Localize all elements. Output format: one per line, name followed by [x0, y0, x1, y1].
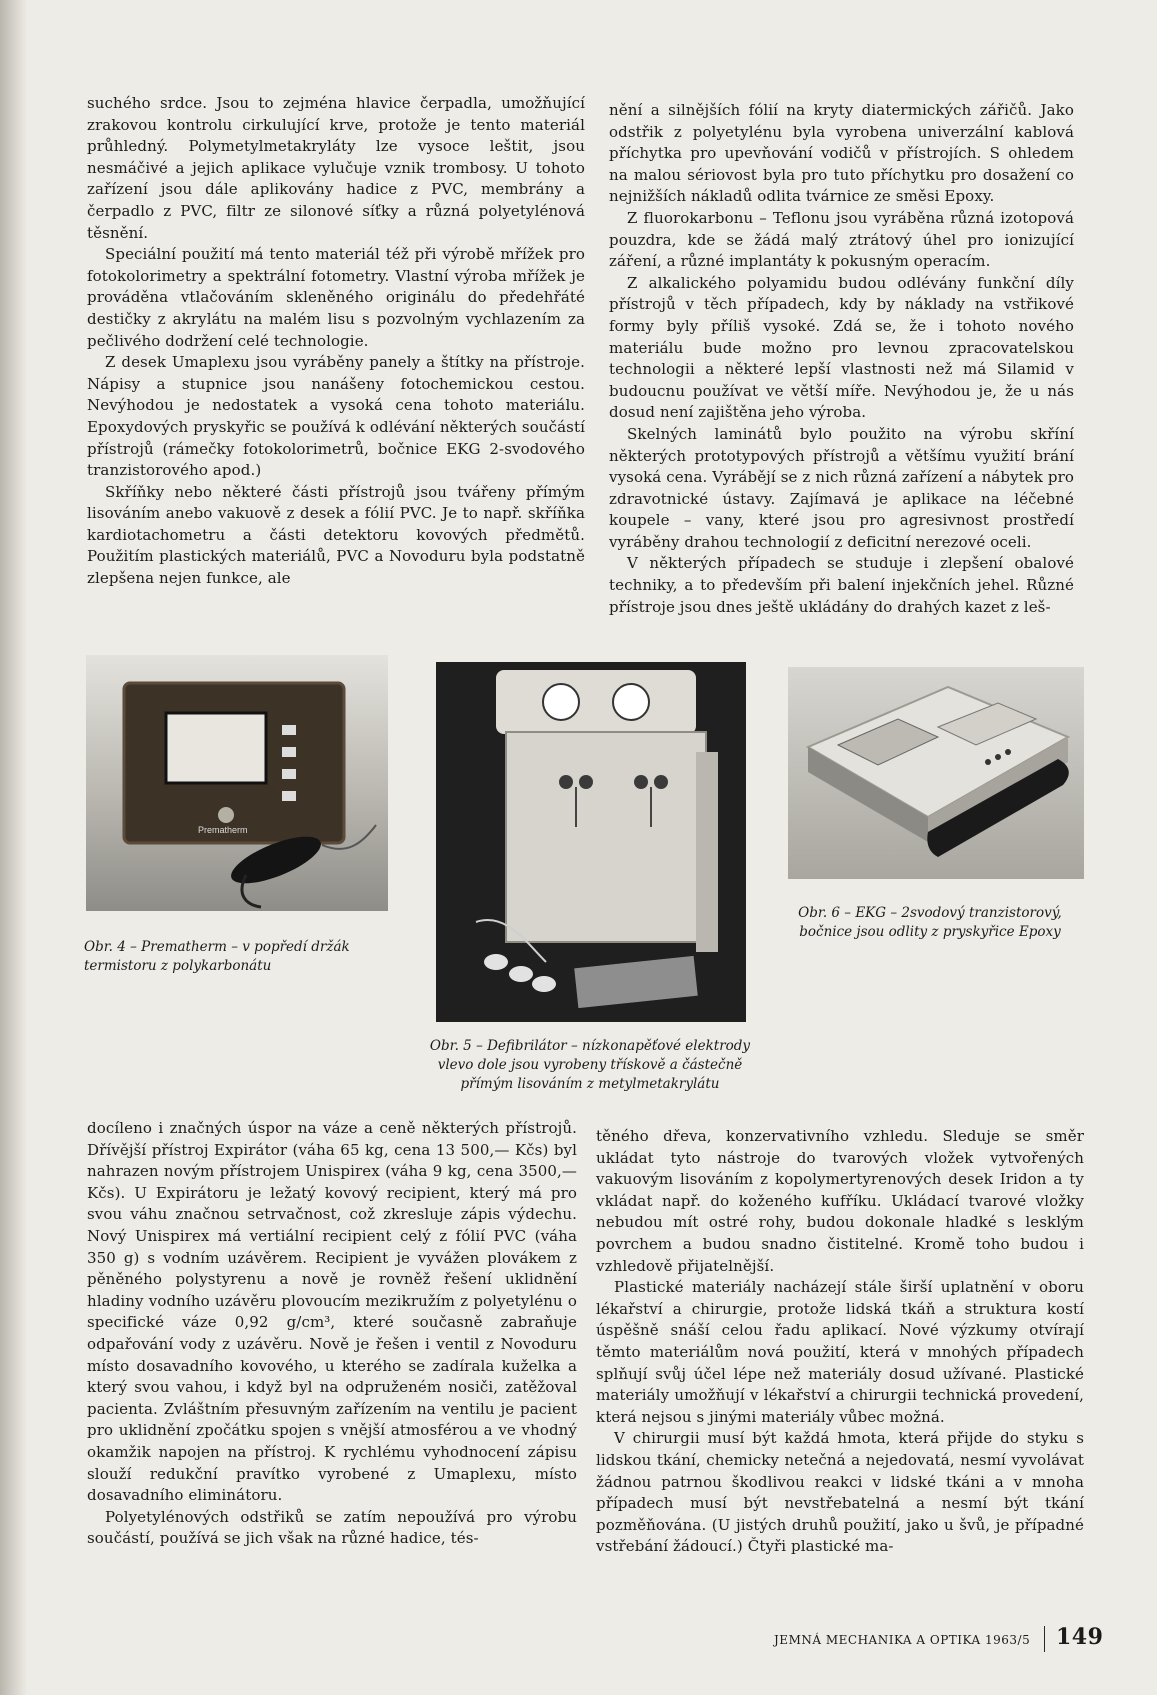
figure-6-photo	[788, 667, 1084, 879]
paragraph: Speciální použití má tento materiál též při výrobě mřížek pro fotokolorimetry a spektrální fotometry. Vlastní výroba mřížek je prováděna vtlačováním skleněného originálu do předehřáté destičky z akrylátu na malém lisu s pozvolným vychlazením za pečlivého dodržení celé technologie.	[87, 245, 585, 350]
figure-5-caption: Obr. 5 – Defibrilátor – nízkonapěťové elektrody vlevo dole jsou vyrobeny třískově a částečně přímým lisováním z metylmetakrylátu	[429, 1038, 751, 1092]
paragraph: suchého srdce. Jsou to zejména hlavice čerpadla, umožňující zrakovou kontrolu cirkulující krve, protože je tento materiál průhledný. Polymetylmetakryláty lze vysoce leštit, jsou nesmáčivé a jejich aplikace vylučuje vznik trombosy. U tohoto zařízení jsou dále aplikovány hadice z PVC, membrány a čerpadlo z PVC, filtr ze silonové síťky a různá polyetylénová těsnění.	[87, 94, 585, 242]
text-column-lower-left	[87, 1118, 577, 1550]
paragraph: Skelných laminátů bylo použito na výrobu skříní některých prototypových přístrojů a většímu využití brání vysoká cena. Vyrábějí se z nich různá zařízení a nábytek pro zdravotnické ústavy. Zajímavá je aplikace na léčebné koupele – vany, které jsou pro agresivnost prostředí vyráběny drahou technologií z deficitní nerezové oceli.	[609, 424, 1074, 551]
paragraph: Z fluorokarbonu – Teflonu jsou vyráběna různá izotopová pouzdra, kde se žádá malý ztrátový úhel pro ionizující záření, a různé implantáty k pokusným operacím.	[609, 208, 1074, 271]
paragraph: Plastické materiály nacházejí stále širší uplatnění v oboru lékařství a chirurgie, protože lidská tkáň a struktura kostí úspěšně snáší celou řadu aplikací. Nové výzkumy otvírají těmto materiálům nová použití, která v mnohých případech splňují svůj účel lépe než materiály dosud užívané. Plastické materiály umožňují v lékařství a chirurgii technická provedení, která nejsou s jinými materiály vůbec možná.	[596, 1278, 1084, 1426]
page-number: 149	[1056, 1624, 1104, 1650]
binding-shadow	[0, 0, 28, 1695]
figure-6-caption: Obr. 6 – EKG – 2svodový tranzistorový, bočnice jsou odlity z pryskyřice Epoxy	[798, 905, 1062, 940]
device-badge: Prematherm	[198, 825, 248, 835]
figure-5-photo	[436, 662, 746, 1022]
paragraph: Skříňky nebo některé části přístrojů jsou tvářeny přímým lisováním anebo vakuově z desek a fólií PVC. Je to např. skříňka kardiotachometru a části detektoru kovových předmětů. Použitím plastických materiálů, PVC a Novoduru byla podstatně zlepšena nejen funkce, ale	[87, 482, 585, 588]
paragraph: Z alkalického polyamidu budou odlévány funkční díly přístrojů v těch případech, kdy by náklady na vstřikové formy byly příliš vysoké. Zdá se, že i tohoto nového materiálu bude možno pro levnou zpracovatelskou technologii a některé lepší vlastnosti než má Silamid v budoucnu používat ve větší míře. Nevýhodou je, že u nás dosud není zajištěna jeho výroba.	[609, 273, 1074, 422]
paragraph: V chirurgii musí být každá hmota, která přijde do styku s lidskou tkání, chemicky netečná a nejedovatá, nesmí vyvolávat žádnou patrnou škodlivou reakci v lidské tkáni a v mnoha případech musí být nevstřebatelná a nesmí být tkání pozměňována. (U jistých druhů použití, jako u švů, je případné vstřebání žádoucí.) Čtyři plastické ma-	[596, 1429, 1084, 1556]
paragraph: těného dřeva, konzervativního vzhledu. Sleduje se směr ukládat tyto nástroje do tvarových vložek vytvořených vakuovým lisováním z kopolymertyrenových desek Iridon a ty vkládat např. do koženého kufříku. Ukládací tvarové vložky nebudou mít ostré rohy, budou dokonale hladké s lesklým povrchem a budou snadno čistitelné. Kromě toho budou i vzhledově přijatelnější.	[596, 1127, 1084, 1275]
paragraph: nění a silnějších fólií na kryty diatermických zářičů. Jako odstřik z polyetylénu byla vyrobena univerzální kablová příchytka pro upevňování vodičů v přístrojích. S ohledem na malou sériovost byla pro tuto příchytku pro dosažení co nejnižších nákladů odlita tvárnice ze směsi Epoxy.	[609, 101, 1074, 206]
paragraph: Polyetylénových odstřiků se zatím nepoužívá pro výrobu součástí, používá se jich však na různé hadice, tés-	[87, 1507, 577, 1548]
paragraph: V některých případech se studuje i zlepšení obalové techniky, a to především při balení injekčních jehel. Různé přístroje jsou dnes ještě ukládány do drahých kazet z leš-	[609, 554, 1074, 616]
footer-divider	[1044, 1626, 1045, 1652]
figure-4-photo	[86, 655, 388, 911]
text-column-upper-left	[87, 93, 585, 590]
page-footer	[774, 1626, 1114, 1654]
figure-4-caption: Obr. 4 – Prematherm – v popředí držák termistoru z polykarbonátu	[84, 939, 350, 974]
text-column-lower-right	[596, 1126, 1084, 1558]
journal-name: JEMNÁ MECHANIKA A OPTIKA 1963/5	[774, 1633, 1031, 1647]
paragraph: docíleno i značných úspor na váze a ceně některých přístrojů. Dřívější přístroj Expirátor (váha 65 kg, cena 13 500,— Kčs) byl nahrazen novým přístrojem Unispirex (váha 9 kg, cena 3500,— Kčs). U Expirátoru je ležatý kovový recipient, který má pro svou váhu značnou setrvačnost, což zkresluje zápis výdechu. Nový Unispirex má vertiální recipient celý z fólií PVC (váha 350 g) s vodním uzávěrem. Recipient je vyvážen plovákem z pěněného polystyrenu a nově je rovněž řešení uklidnění hladiny vodního uzávěru plovoucím mezikružím z polyetylénu o specifické váze 0,92 g/cm³, které současně zabraňuje odpařování vody z uzávěru. Nově je řešen i ventil z Novoduru místo dosavadního kovového, u kterého se zadírala kuželka a který svou vahou, i když byl na odpruženém nosiči, zatěžoval pacienta. Zvláštním přesuvným zařízením na ventilu je pacient pro uklidnění zpočátku spojen s vnější atmosférou a ve vhodný okamžik napojen na přístroj. K rychlému vyhodnocení zápisu slouží redukční pravítko vyrobené z Umaplexu, místo dosavadního eliminátoru.	[87, 1119, 577, 1505]
text-column-upper-right	[609, 100, 1074, 618]
paragraph: Z desek Umaplexu jsou vyráběny panely a štítky na přístroje. Nápisy a stupnice jsou nanášeny fotochemickou cestou. Nevýhodou je nedostatek a vysoká cena tohoto materiálu. Epoxydových pryskyřic se používá k odlévání některých součástí přístrojů (rámečky fotokolorimetrů, bočnice EKG 2-svodového tranzistorového apod.)	[87, 353, 585, 480]
